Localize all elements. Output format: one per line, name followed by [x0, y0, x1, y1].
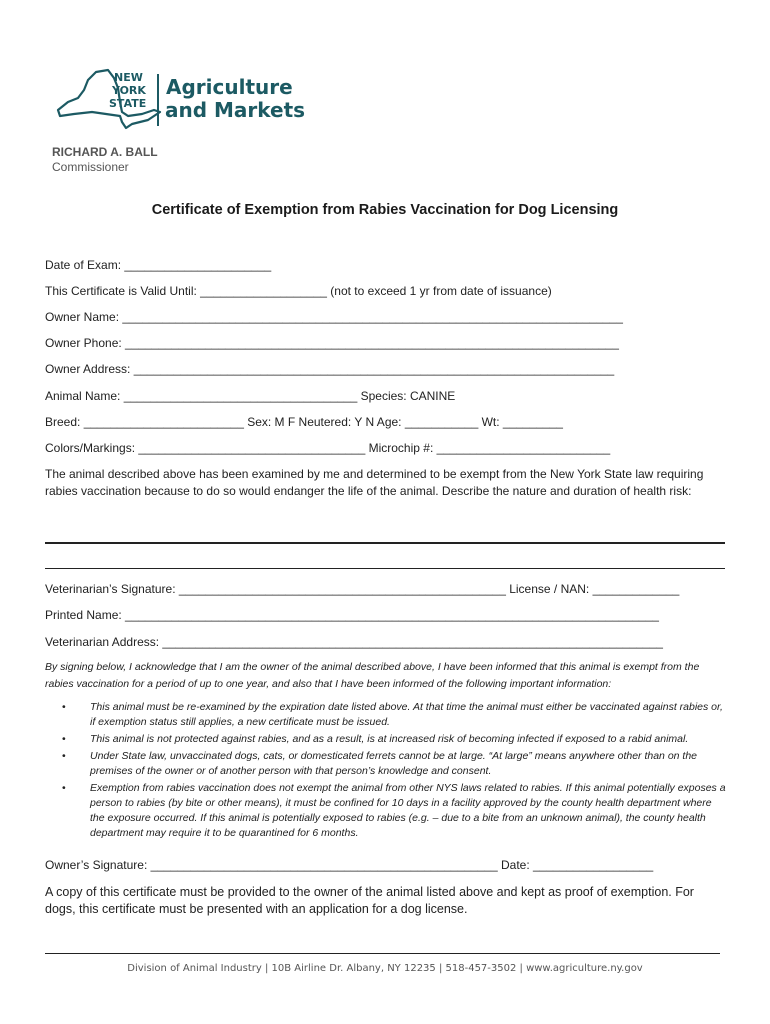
owner-acknowledgment: By signing below, I acknowledge that I am the owner of the animal described above, I have been informed that this animal is exempt from the rabies vaccination for a period of up to one year, and also that I have been informed of the following important information:	[45, 661, 700, 690]
list-item: • This animal must be re-examined by the expiration date listed above. At that time the animal must either be vaccinated against rabies or, if exemption status still applies, a new certificate must be issued.	[62, 701, 723, 728]
list-item: • Under State law, unvaccinated dogs, cats, or domesticated ferrets cannot be at large. “At large” means anywhere other than on the premises of the owner or of another person with that person’s knowledge and consent.	[62, 750, 698, 777]
logo-state-line-3: STATE	[109, 97, 147, 110]
footer-contact: Division of Animal Industry | 10B Airline Dr. Albany, NY 12235 | 518-457-3502 | www.agriculture.ny.gov	[127, 963, 643, 974]
bullet-icon: •	[62, 750, 66, 762]
bullet-icon: •	[62, 782, 66, 794]
valid-until-field[interactable]: This Certificate is Valid Until: ___________________ (not to exceed 1 yr from date of issuance)	[45, 284, 552, 298]
commissioner-role: Commissioner	[52, 160, 129, 174]
date-of-exam-field[interactable]: Date of Exam: ______________________	[45, 258, 272, 272]
logo-divider	[157, 74, 159, 126]
vet-address-field[interactable]: Veterinarian Address: ___________________________________________________________________________	[45, 635, 663, 649]
health-risk-line-1[interactable]	[45, 542, 725, 544]
commissioner-name: RICHARD A. BALL	[52, 145, 158, 159]
vet-printed-name-field[interactable]: Printed Name: ________________________________________________________________________________	[45, 608, 659, 622]
owner-signature-field[interactable]: Owner’s Signature: ____________________________________________________ Date: __________________	[45, 858, 654, 872]
exam-statement: The animal described above has been examined by me and determined to be exempt from the New York State law requiring rabies vaccination because to do so would endanger the life of the animal. Describe the nature and duration of health risk:	[45, 467, 704, 498]
important-info-list	[62, 700, 728, 843]
owner-phone-field[interactable]: Owner Phone: __________________________________________________________________________	[45, 336, 619, 350]
logo-agency-line-2: and Markets	[165, 98, 306, 122]
colors-microchip-field[interactable]: Colors/Markings: __________________________________ Microchip #: __________________________	[45, 441, 611, 455]
logo-state-line-2: YORK	[112, 84, 146, 97]
owner-name-field[interactable]: Owner Name: ___________________________________________________________________________	[45, 310, 623, 324]
breed-sex-age-field[interactable]: Breed: ________________________ Sex: M F Neutered: Y N Age: ___________ Wt: _________	[45, 415, 563, 429]
logo-state-line-1: NEW	[114, 71, 143, 84]
list-item: • Exemption from rabies vaccination does not exempt the animal from other NYS laws related to rabies. If this animal potentially exposes a person to rabies (by bite or other means), it must be confined for 10 days in a facility approved by the county health department where the exposure occurred. If this animal is potentially exposed to rabies (e.g. – due to a bite from an unknown animal), the county health department may require it to be quarantined for 6 months.	[62, 782, 726, 839]
health-risk-line-2[interactable]	[45, 568, 725, 569]
bullet-icon: •	[62, 733, 66, 745]
page-title: Certificate of Exemption from Rabies Vaccination for Dog Licensing	[151, 202, 619, 218]
copy-notice: A copy of this certificate must be provided to the owner of the animal listed above and kept as proof of exemption. For dogs, this certificate must be presented with an application for a dog license.	[45, 885, 694, 916]
owner-address-field[interactable]: Owner Address: ________________________________________________________________________	[45, 362, 615, 376]
list-item: • This animal is not protected against rabies, and as a result, is at increased risk of becoming infected if exposed to a rabid animal.	[62, 733, 689, 745]
animal-name-field[interactable]: Animal Name: ___________________________________ Species: CANINE	[45, 389, 456, 403]
vet-signature-field[interactable]: Veterinarian’s Signature: _________________________________________________ License / NAN: _____________	[45, 582, 680, 596]
footer-divider	[45, 953, 720, 954]
logo-agency-line-1: Agriculture	[166, 75, 293, 99]
bullet-icon: •	[62, 701, 66, 713]
